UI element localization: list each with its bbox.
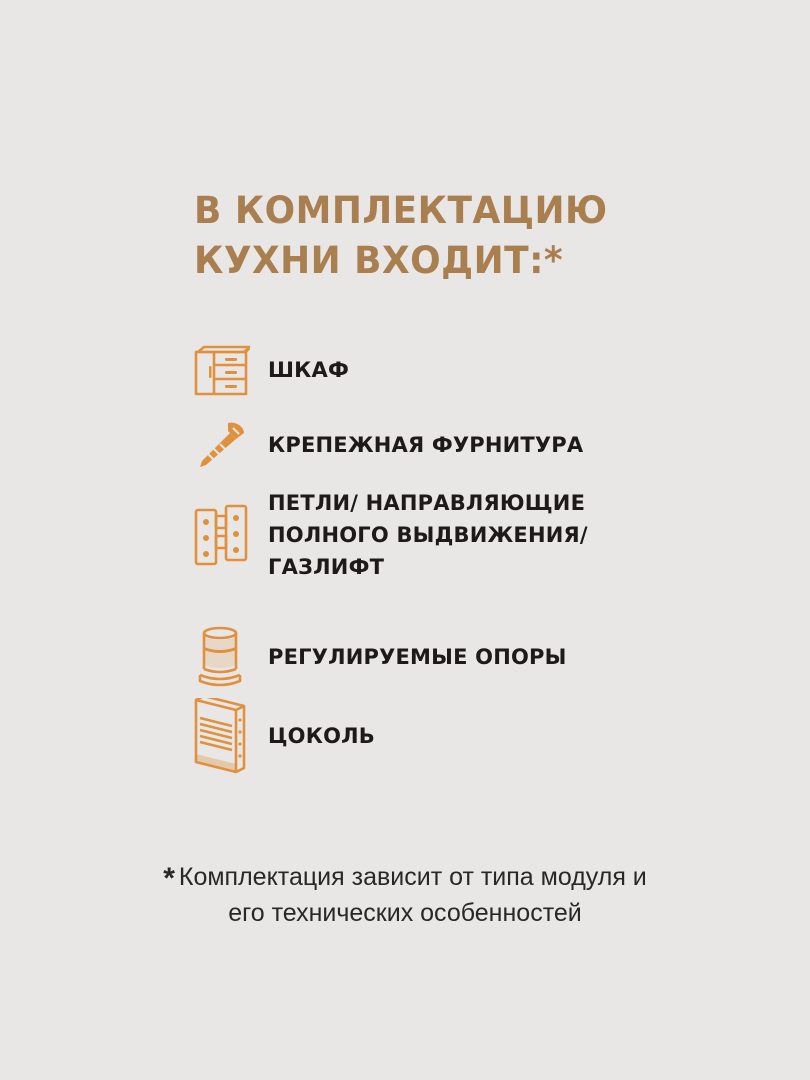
item-label xyxy=(268,641,567,673)
item-label-line: РЕГУЛИРУЕМЫЕ ОПОРЫ xyxy=(268,645,567,669)
item-label-line: ЦОКОЛЬ xyxy=(268,724,375,748)
item-label xyxy=(268,429,583,461)
page-title-line-2: КУХНИ ВХОДИТ:* xyxy=(194,239,564,282)
plinth-icon xyxy=(192,698,250,774)
item-label xyxy=(268,487,588,583)
page-title xyxy=(194,186,608,286)
screw-icon xyxy=(192,410,250,480)
footnote-line-1 xyxy=(0,860,810,896)
footnote-text: Комплектация зависит от типа модуля и xyxy=(178,863,647,891)
footnote-line-2: его технических особенностей xyxy=(228,899,582,927)
list-item-legs xyxy=(192,622,567,692)
item-label-line: ГАЗЛИФТ xyxy=(268,555,385,579)
support-leg-icon xyxy=(192,622,250,692)
list-item-fasteners xyxy=(192,410,583,480)
cabinet-icon xyxy=(192,335,250,405)
item-label xyxy=(268,354,349,386)
list-item-cabinet xyxy=(192,335,349,405)
list-item-plinth xyxy=(192,698,375,774)
hinge-icon xyxy=(192,503,250,567)
page-title-line-1: В КОМПЛЕКТАЦИЮ xyxy=(194,189,608,232)
item-label-line: ПОЛНОГО ВЫДВИЖЕНИЯ/ xyxy=(268,523,588,547)
footnote xyxy=(0,860,810,931)
item-label-line: ШКАФ xyxy=(268,358,349,382)
item-label xyxy=(268,720,375,752)
item-label-line: ПЕТЛИ/ НАПРАВЛЯЮЩИЕ xyxy=(268,491,586,515)
asterisk: * xyxy=(163,862,175,895)
item-label-line: КРЕПЕЖНАЯ ФУРНИТУРА xyxy=(268,433,584,457)
list-item-hinges xyxy=(192,487,588,583)
